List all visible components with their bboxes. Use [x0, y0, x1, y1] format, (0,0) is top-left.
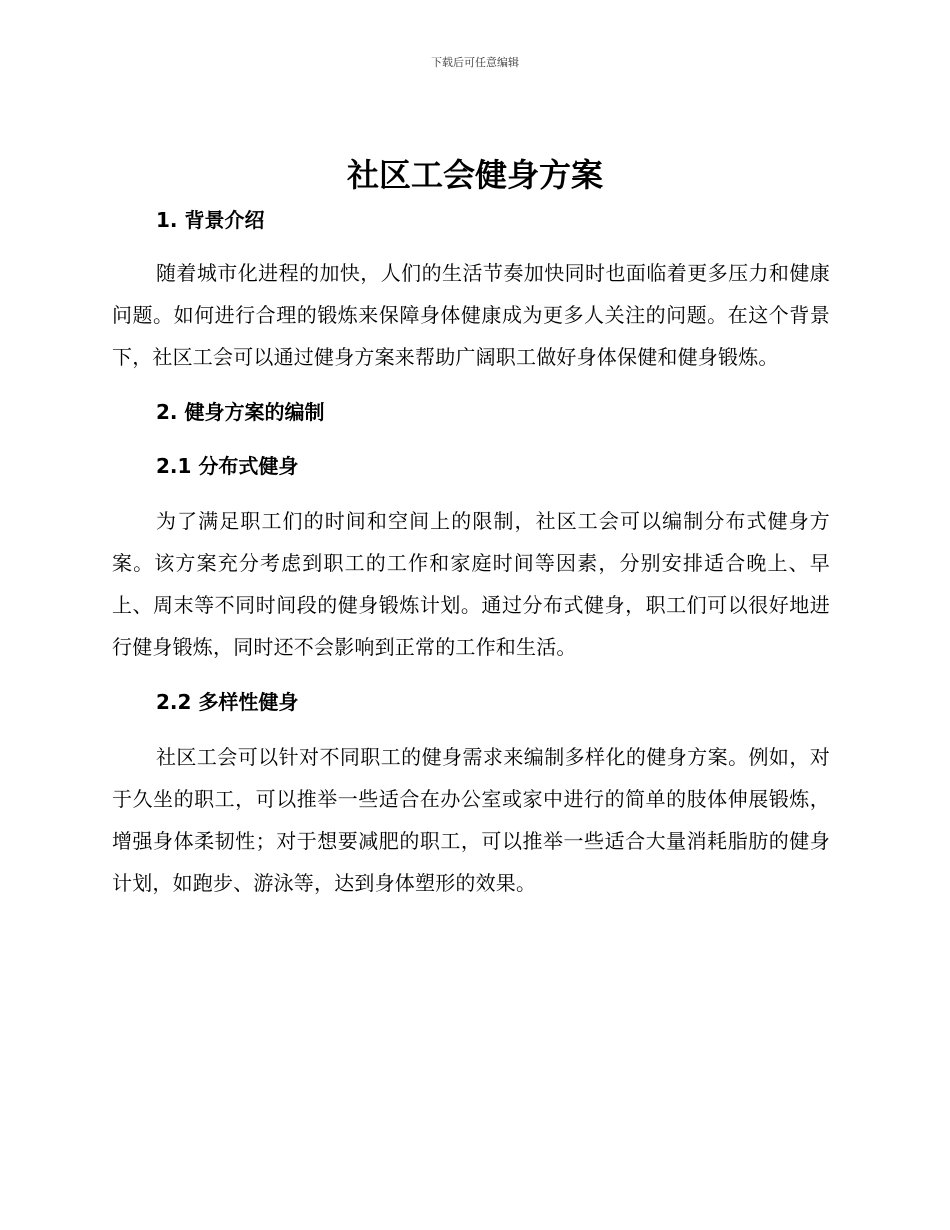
paragraph-diversity: 社区工会可以针对不同职工的健身需求来编制多样化的健身方案。例如，对于久坐的职工，可以推举一些适合在办公室或家中进行的简单的肢体伸展锻炼，增强身体柔韧性；对于想要减肥的职工，可以推举一些适合大量消耗脂肪的健身计划，如跑步、游泳等，达到身体塑形的效果。 — [112, 745, 830, 895]
header-note: 下载后可任意编辑 — [431, 56, 519, 69]
section-heading-background: 1. 背景介绍 — [156, 208, 265, 232]
section-heading-diversity: 2.2 多样性健身 — [156, 690, 299, 714]
paragraph-background: 随着城市化进程的加快，人们的生活节奏加快同时也面临着更多压力和健康问题。如何进行合理的锻炼来保障身体健康成为更多人关注的问题。在这个背景下，社区工会可以通过健身方案来帮助广阔职工做好身体保健和健身锻炼。 — [112, 261, 830, 369]
document-body — [112, 200, 830, 904]
section-heading-distributed: 2.1 分布式健身 — [156, 454, 299, 478]
section-heading-plan: 2. 健身方案的编制 — [156, 400, 325, 424]
document-title: 社区工会健身方案 — [346, 156, 603, 194]
paragraph-distributed: 为了满足职工们的时间和空间上的限制，社区工会可以编制分布式健身方案。该方案充分考虑到职工的工作和家庭时间等因素，分别安排适合晚上、早上、周末等不同时间段的健身锻炼计划。通过分布式健身，职工们可以很好地进行健身锻炼，同时还不会影响到正常的工作和生活。 — [112, 509, 830, 659]
